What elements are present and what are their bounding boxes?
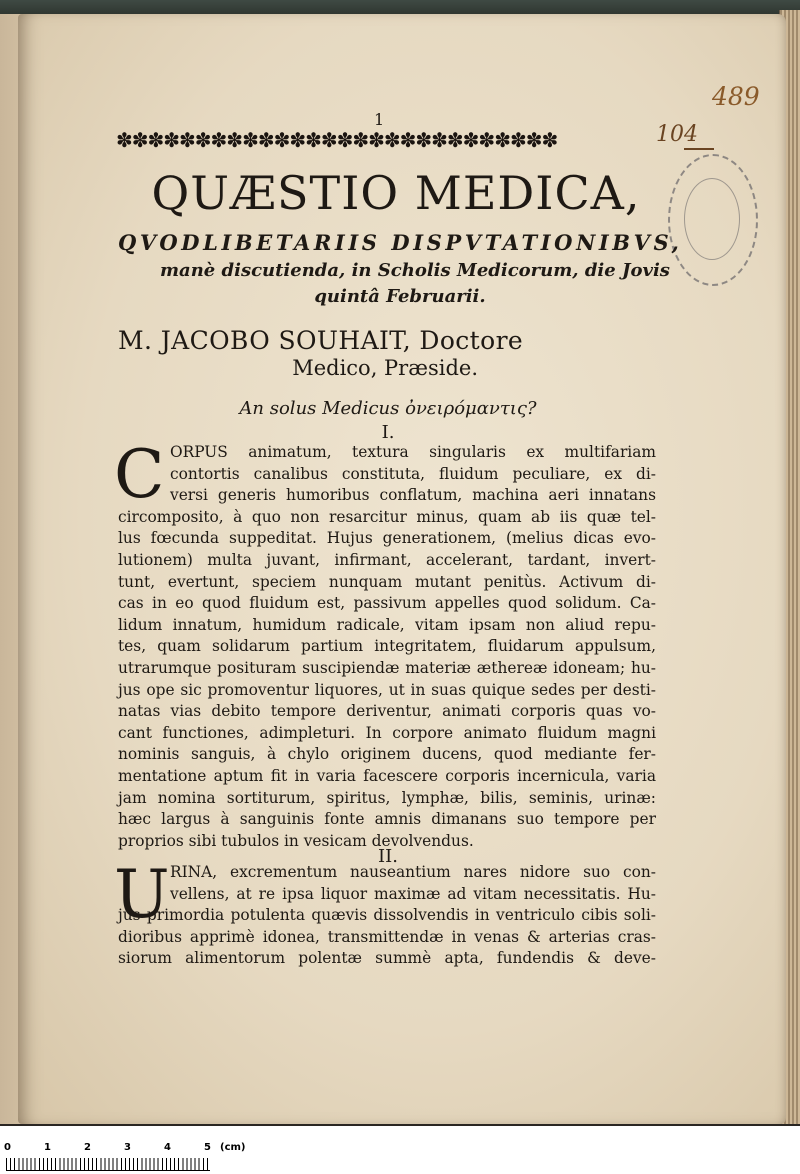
handwritten-folio-number: 489: [712, 82, 760, 111]
ruler-label: 5: [204, 1142, 211, 1153]
text-line: cant functiones, adimpleturi. In corpore animato fluidum magni: [118, 723, 656, 742]
page-content: [18, 14, 786, 1124]
text-line: tes, quam solidarum partium integritatem, fluidarum appulsum,: [118, 637, 656, 656]
section-1-paragraph: [118, 442, 656, 852]
ruler-label: 1: [44, 1142, 51, 1153]
text-line: versi generis humoribus conflatum, machina aeri innatans: [170, 486, 656, 505]
text-line: tunt, evertunt, speciem nunquam mutant penitùs. Activum di-: [118, 572, 656, 591]
library-stamp: [668, 154, 758, 286]
page-title: QUÆSTIO MEDICA,: [151, 166, 641, 220]
handwritten-underline: [684, 148, 714, 150]
text-line: dioribus apprimè idonea, transmittendæ in venas & arterias cras-: [118, 927, 656, 946]
ruler-unit: (cm): [220, 1142, 246, 1153]
subtitle-line-3: quintâ Februarii.: [314, 286, 486, 307]
page-sheet: [18, 14, 786, 1124]
ruler-label: 0: [4, 1142, 11, 1153]
subtitle-line-1: QVODLIBETARIIS DISPVTATIONIBVS,: [118, 230, 683, 255]
text-line: ORPUS animatum, textura singularis ex multifariam: [170, 443, 656, 461]
text-line: hæc largus à sanguinis fonte amnis dimanans suo tempore per: [118, 810, 656, 829]
text-line: lutionem) multa juvant, infirmant, accelerant, tardant, invert-: [118, 550, 656, 569]
praeses-line-2: Medico, Præside.: [292, 356, 478, 380]
scale-ruler: [0, 1126, 800, 1174]
text-line: nominis sanguis, à chylo originem ducens, quod mediante fer-: [118, 745, 656, 764]
ruler-ticks: [6, 1158, 210, 1171]
text-line: lidum innatum, humidum radicale, vitam ipsam non aliud repu-: [118, 615, 656, 634]
text-line: contortis canalibus constituta, fluidum peculiare, ex di-: [170, 464, 656, 483]
text-line: jus primordia potulenta quævis dissolvendis in ventriculo cibis soli-: [118, 906, 656, 925]
text-line: jam nomina sortiturum, spiritus, lymphæ, bilis, seminis, urinæ:: [118, 788, 656, 807]
page-number: 1: [374, 110, 385, 129]
text-line: siorum alimentorum polentæ summè apta, fundendis & deve-: [118, 949, 656, 968]
text-line: proprios sibi tubulos in vesicam devolvendus.: [118, 831, 474, 850]
ruler-label: 3: [124, 1142, 131, 1153]
text-line: lus fœcunda suppeditat. Hujus generationem, (melius dicas evo-: [118, 529, 656, 548]
text-line: jus ope sic promoventur liquores, ut in suas quique sedes per desti-: [118, 680, 656, 699]
text-line: RINA, excrementum nauseantium nares nidore suo con-: [170, 863, 656, 881]
text-line: utrarumque posituram suscipiendæ materiæ æthereæ idoneam; hu-: [118, 658, 656, 677]
section-1-dropcap: C: [114, 436, 165, 513]
ruler-label: 2: [84, 1142, 91, 1153]
ruler-label: 4: [164, 1142, 171, 1153]
text-line: circomposito, à quo non resarcitur minus, quam ab iis quæ tel-: [118, 507, 656, 526]
praeses-line-1: M. JACOBO SOUHAIT, Doctore: [118, 326, 524, 355]
library-stamp-inner-ring: [684, 178, 740, 260]
handwritten-signature-number: 104: [656, 122, 698, 147]
section-1-number: I.: [381, 422, 395, 443]
section-2-paragraph: [118, 862, 656, 970]
ornament-band: ✽✽✽✽✽✽✽✽✽✽✽✽✽✽✽✽✽✽✽✽✽✽✽✽✽✽✽✽: [116, 128, 558, 152]
section-2-number: II.: [378, 846, 398, 867]
subtitle-line-2: manè discutienda, in Scholis Medicorum, die Jovis: [160, 260, 670, 281]
text-line: vellens, at re ipsa liquor maximæ ad vitam necessitatis. Hu-: [170, 884, 656, 903]
text-line: natas vias debito tempore deriventur, animati corporis quas vo-: [118, 702, 656, 721]
text-line: cas in eo quod fluidum est, passivum appelles quod solidum. Ca-: [118, 594, 656, 613]
section-2-dropcap: U: [114, 856, 170, 933]
thesis-question: An solus Medicus ὀνειρόμαντις?: [239, 398, 537, 419]
text-line: mentatione aptum fit in varia facescere corporis incernicula, varia: [118, 766, 656, 785]
